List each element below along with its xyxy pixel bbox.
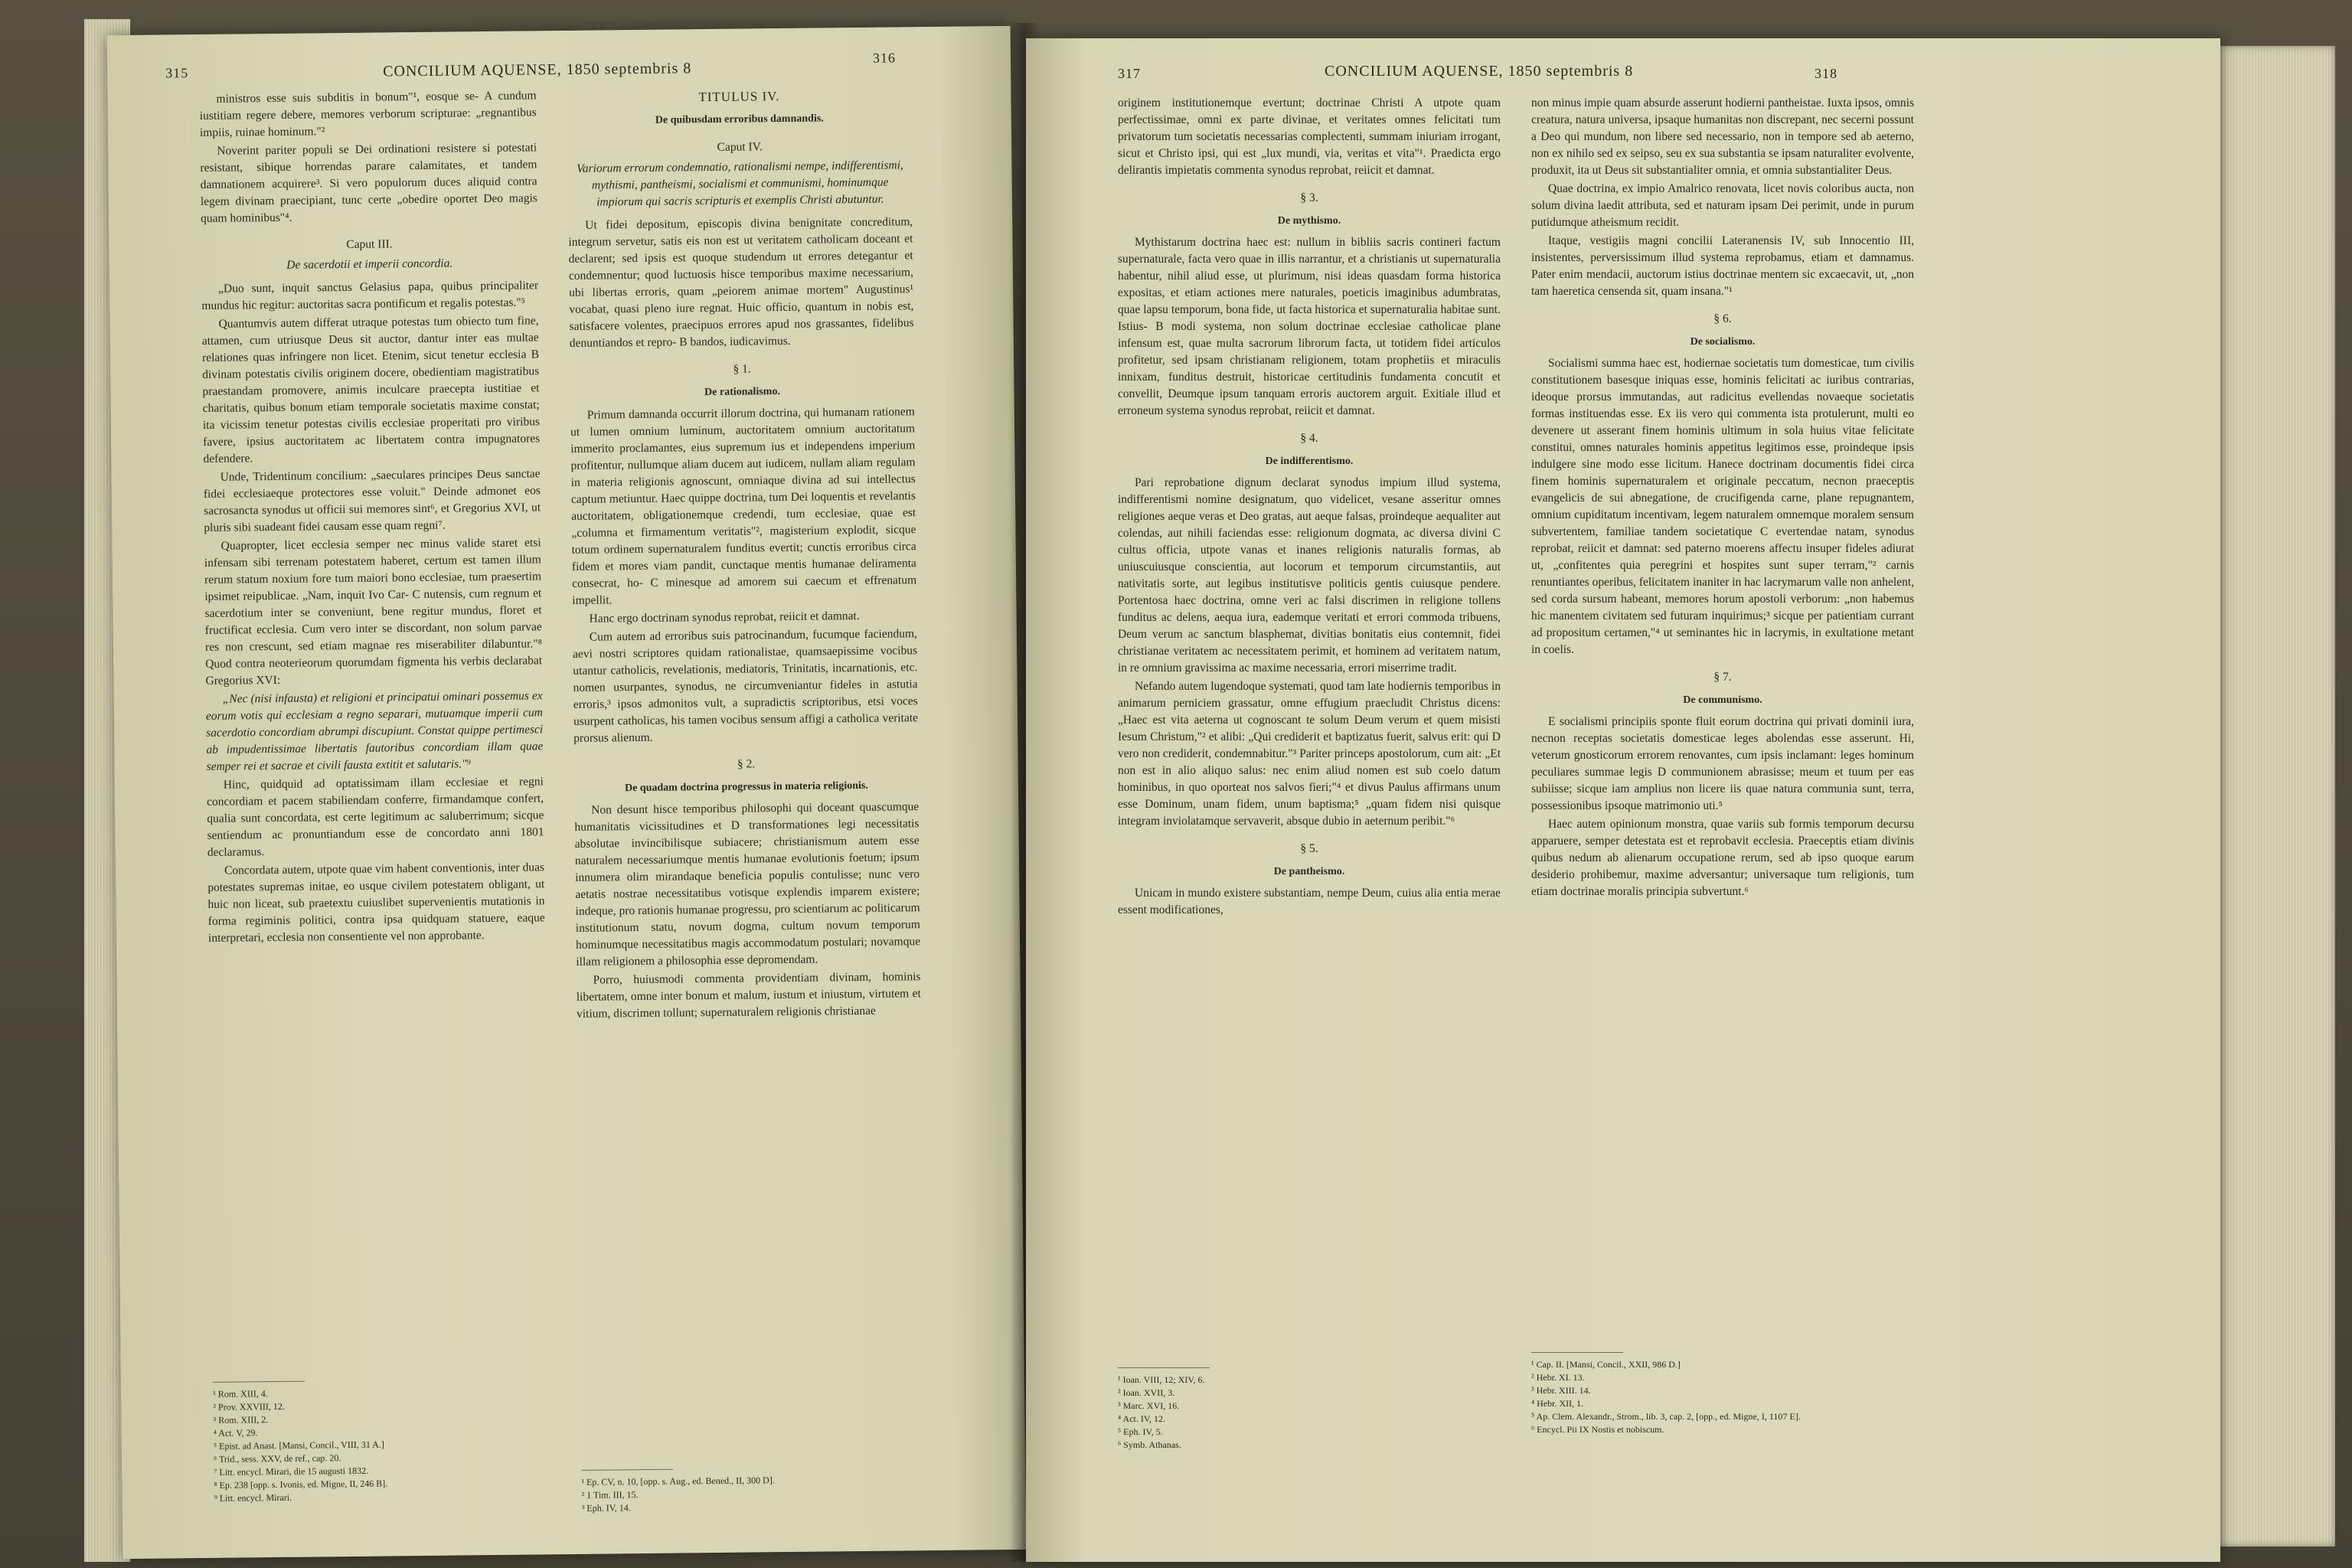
paragraph: Quae doctrina, ex impio Amalrico renovata, licet novis coloribus aucta, non solum divina laedit attributa, sed et naturam ipsam Dei perimit, unde in purum putidumque atheismum recidit. [1531,182,1914,229]
footnote: ² Ioan. XVII, 3. [1118,1387,1175,1398]
quotation: „Nec (nisi infausta) et religioni et principatui ominari possemus ex eorum votis qui ecclesiam a regno separari, mutuamque imperii cum sacerdotio concordiam abrumpi discupiunt. Constat quippe pertimesci ab impudentissimae libertatis fautoribus concordiam illam quae semper rei et sacrae et civili fausta extitit et salutaris."⁹ [205,689,544,773]
footnote: ² Prov. XXVIII, 12. [213,1400,285,1413]
section-number: § 2. [737,757,756,771]
section-number: § 3. [1300,191,1318,204]
left-page [107,26,1027,1559]
paragraph: Unicam in mundo existere substantiam, nempe Deum, cuius alia entia merae essent modificationes, [1118,887,1501,916]
footnote: ³ Hebr. XIII. 14. [1531,1385,1591,1396]
paragraph: Haec autem opinionum monstra, quae variis sub formis temporum decursu apparuere, semper detestata est et reprobavit ecclesia. Praeceptis etiam divinis quibus nedum ab alienarum occupatione rerum, sed ab ipso quoque earum desiderio prohibemur, maxime adversantur; universaque tum religionis, tum etiam doctrinae moralis principia subvertunt.⁶ [1531,818,1914,898]
left-page-number-left: 315 [165,65,189,81]
section-title: De rationalismo. [704,386,780,399]
right-page-number-right: 318 [1815,66,1838,81]
paragraph: Ut fidei depositum, episcopis divina benignitate concreditum, integrum servetur, satis eis non est ut veritatem catholicam doceant et declarent; sed ipsis est quoque studendum ut errores detegantur et condemnentur; quod luctuosis hisce temporibus maxime necessarium, ubi libertas erroris, quam „peiorem animae mortem" Augustinus¹ vocabat, quasi pleno iure regnat. Huic officio, quantum in nobis est, satisfacere volentes, praecipuos errores apud nos grassantes, fidelibus denuntiandos et repro- B bandos, iudicavimus. [568,215,914,350]
footnote-rule [1531,1352,1623,1353]
paragraph: E socialismi principiis sponte fluit eorum doctrina qui privati dominii iura, necnon receptas societatis domesticae leges abolendas esse asserunt. Hi, veterum gnosticorum errorem renovantes, cum ipsis inclamant: leges hominum peculiares summae legis D communionem abrasisse; meum et tuum per eas subiisse; sicque iam amplius non licere iis quae natura communia sunt, terra, possessionibus ipsoque matrimonio uti.⁵ [1531,715,1914,812]
section-title: De socialismo. [1690,336,1756,348]
footnote: ³ Marc. XVI, 16. [1118,1400,1180,1411]
section-number: § 7. [1713,671,1732,684]
footnote: ³ Eph. IV, 14. [581,1502,631,1514]
left-page-number-right: 316 [872,50,897,66]
section-title: De quadam doctrina progressus in materia religionis. [624,779,868,795]
left-column-2 [567,79,921,1024]
paragraph: Mythistarum doctrina haec est: nullum in bibliis sacris contineri factum supernaturale, facta vero quae in illis narrantur, et a christianis ut supernaturalia habentur, nihil aliud esse, ut plurimum, nisi ideas quasdam forma historica expositas, et etiam actiones mere naturales, poeticis imaginibus adumbratas, quae lapsu temporum, bona fide, ut facta historica et supernaturalia habitae sunt. Istius- B modi systema, non solum doctrinae ecclesiae catholicae plane infensum est, quae multa sacrorum librorum facta, ut totidem fidei articulos profitetur, sed ipsam christianam religionem, totam prophetiis et miraculis innixam, funditus destruit, historicae certitudinis fundamenta concutit et convellit, Deumque ipsum tanquam erroris auctorem arguit. Exitiale illud et erroneum systema synodus reprobat, reiicit et damnat. [1118,236,1501,417]
footnote-rule [581,1469,673,1471]
right-page-number-left: 317 [1118,66,1141,81]
footnote: ¹ Ioan. VIII, 12; XIV, 6. [1118,1374,1205,1385]
right-page [1026,38,2220,1562]
paragraph: Hanc ergo doctrinam synodus reprobat, reiicit et damnat. [589,609,860,626]
footnote: ⁴ Act. IV, 12. [1118,1413,1165,1424]
paragraph: „Duo sunt, inquit sanctus Gelasius papa, quibus principaliter mundus hic regitur: auctoritas sacra pontificum et regalis potestas."⁵ [201,279,539,312]
right-page-stack-edge [2220,46,2335,1547]
paragraph: Pari reprobatione dignum declarat synodus impium illud systema, indifferentismi nomine designatum, quo videlicet, vesane asseritur omnes religiones aeque veras et Deo gratas, aut aeque falsas, proindeque aequaliter aut colendas, aut nihili faciendas esse: religionum dogmata, ac diversa divini C cultus officia, utpote vanas et inanes religionis naturalis formas, ab uniuscuiusque conscientia, aut locorum et temporum circumstantiis, aut nativitatis sorte, aut legibus institutisve politicis gentis cuiusque pendere. Portentosa haec doctrina, omne veri ac falsi discrimen in religione tollens funditus ac delens, aequa iura, eademque veritati et errori commoda tribuens, Deum verum ac sanctum blasphemat, divitias bonitatis eius contemnit, fidei christianae veritatem ac necessitatem perimit, et hominem ad veritatem natum, in re omnium gravissima ac maxime necessaria, errori miserrime tradit. [1118,476,1501,675]
paragraph: Quapropter, licet ecclesia semper nec minus valide staret etsi infensam sibi terrenam potestatem haberet, certum est tamen illum rerum statum noxium fore tum maiori bono ecclesiae, tum praesertim ipsimet reipublicae. „Nam, inquit Ivo Car- C nutensis, cum regnum et sacerdotium inter se conveniunt, bene regitur mundus, floret et fructificat ecclesia. Cum vero inter se discordant, non solum parvae res non crescunt, sed etiam magnae res miserabiliter dilabuntur."⁸ Quod contra neoterieorum quorumdam figmenta his verbis declarabat Gregorius XVI: [204,536,543,688]
footnote: ⁴ Act. V, 29. [213,1427,258,1439]
section-title: De communismo. [1683,694,1762,706]
paragraph: Hinc, quidquid ad optatissimam illam ecclesiae et regni concordiam et pacem stabiliendam conferre, firmandamque confert, qualia sunt concordata, est certe legitimum ac saluberrimum; sicque sentiendum ac pronuntiandum esse de concordato anni 1801 declaramus. [207,775,544,859]
footnote: ⁶ Encycl. Pii IX Nostis et nobiscum. [1531,1424,1664,1435]
footnote: ⁴ Hebr. XII, 1. [1531,1398,1584,1409]
left-column-1 [199,87,545,949]
paragraph: Itaque, vestigiis magni concilii Lateranensis IV, sub Innocentio III, insistentes, perversissimum illud systema reprobamus, etiam et damnamus. Pater enim mendacii, auctorum istius doctrinae mentem sic excaecavit, ut, „non tam haeretica censenda sit, quam insana."¹ [1531,234,1914,298]
right-column-2 [1531,95,1914,902]
footnote: ⁵ Epist. ad Anast. [Mansi, Concil., VIII, 31 A.] [213,1439,384,1452]
paragraph: Nefando autem lugendoque systemati, quod tam late hodiernis temporibus in animarum perniciem grassatur, omne effugium praecludit Christus dicens: „Haec est vita aeterna ut cognoscant te solum Deum verum et quem misisti Iesum Christum,"² et alibi: „Qui crediderit et baptizatus fuerit, salvus erit: qui D vero non crediderit, condemnabitur."³ Pariter princeps apostolorum, cum ait: „Et non est in alio aliquo salus: nec enim aliud nomen est sub coelo datum hominibus, in quo oporteat nos salvos fieri;"⁴ et divus Paulus affirmans unum esse Dominum, unam fidem, unum baptisma;⁵ „quam fidem nisi quisque integram inviolatamque servaverit, absque dubio in aeternum peribit."⁶ [1118,680,1501,828]
section-title: De indifferentismo. [1265,456,1354,467]
right-page-header: CONCILIUM AQUENSE, 1850 septembris 8 [1325,63,1634,80]
caput-heading: Caput III. [346,237,393,251]
paragraph: Quantumvis autem differat utraque potestas tum obiecto tum fine, attamen, cum utriusque Deus sit auctor, dantur inter eas multae relationes quas infringere non licet. Etenim, sicut tenetur ecclesia B divinam potestatis civilis originem docere, obedientiam magistratibus praestandam promovere, animis inculcare praecepta iustitiae et charitatis, quibus bonum etiam temporale societatis maxime constat; ita vicissim tenetur potestas civilis ecclesiae properitati pro viribus favere, ipsius auctoritatem ac libertatem contra impugnatores defendere. [201,314,541,466]
footnote: ¹ Rom. XIII, 4. [213,1388,268,1400]
footnote: ³ Rom. XIII, 2. [213,1414,269,1426]
paragraph: Porro, huiusmodi commenta providentiam divinam, hominis libertatem, omne inter bonum et malum, iustum et iniustum, virtutem et vitium, discrimen tollunt; supernaturalem religionis christianae [576,970,921,1021]
footnote: ⁷ Litt. encycl. Mirari, die 15 augusti 1832. [214,1465,369,1478]
section-number: § 6. [1713,312,1732,325]
section-title: De mythismo. [1277,215,1341,227]
left-page-header: CONCILIUM AQUENSE, 1850 septembris 8 [383,60,692,80]
footnote: ¹ Cap. II. [Mansi, Concil., XXII, 986 D.] [1531,1359,1681,1370]
footnote: ¹ Ep. CV, n. 10, [opp. s. Aug., ed. Bened., II, 300 D]. [581,1475,775,1488]
footnote: ⁹ Litt. encycl. Mirari. [214,1491,292,1504]
section-number: § 1. [733,362,751,376]
right-column-1 [1118,95,1501,920]
footnote: ⁶ Trid., sess. XXV, de ref., cap. 20. [214,1452,341,1465]
paragraph: Noverint pariter populi se Dei ordinationi resistere si potestati resistant, sibique horrendas parare calamitates, et tandem damnationem acquirere³. Si vero populorum duces aliquid contra legem divinam praecipiant, tunc certe „obedire oportet Deo magis quam hominibus"⁴. [200,141,537,225]
caput-subtitle: Variorum errorum condemnatio, rationalismi nempe, indifferentismi, mythismi, pantheismi, socialismi et communismi, hominumque impiorum qui sacris scripturis et exemplis Christi abutuntur. [576,158,903,209]
footnote: ⁶ Symb. Athanas. [1118,1439,1181,1450]
footnote: ⁵ Eph. IV, 5. [1118,1426,1163,1437]
footnote: ² 1 Tim. III, 15. [581,1489,639,1501]
paragraph: Cum autem ad erroribus suis patrocinandum, fucumque faciendum, aevi nostri scriptores quidam rationalistae, quamsaepissime vocibus utantur catholicis, revelationis, mediatoris, Trinitatis, incarnationis, etc. nomen usurpantes, synodus, ne circumveniantur fideles in astutia erroris,³ ipsos admonitos vult, a supradictis scriptoribus, etsi voces usurpent catholicas, his tamen vocibus sensum affigi a catholica veritate prorsus alienum. [573,627,919,745]
caput-subtitle: De sacerdotii et imperii concordia. [286,256,453,272]
right-column-1-footnotes [1118,1374,1501,1452]
paragraph: non minus impie quam absurde asserunt hodierni pantheistae. Iuxta ipsos, omnis creatura, natura universa, ipsaque humanitas non discrepant, nec secerni possunt a Deo qui mundum, non libere sed necessario, non in tempore sed ab aeterno, non ex nihilo sed ex seipso, seu ex sua substantia se ipsam naturaliter evolvente, produxit, ita ut Deus sit substantialiter omnia, et omnia substantialiter Deus. [1531,96,1914,177]
section-number: § 4. [1300,432,1318,445]
section-title: De pantheismo. [1273,866,1345,877]
right-column-2-footnotes [1531,1358,1914,1436]
footnote-rule [213,1381,305,1383]
paragraph: Socialismi summa haec est, hodiernae societatis tum domesticae, tum civilis constitutionem basesque iniquas esse, hominis felicitati ac iuribus contrarias, ideoque prorsus immutandas, aut radicitus evellendas novaeque societatis formas instituendas esse. Ex iis vero qui commenta ista protulerunt, multi eo devenere ut asserant finem hominis ultimum in sola huius vitae felicitate constitui, omnes naturales hominis appetitus legitimos esse, proindeque ipsis indulgere sine modo esse licitum. Hanece doctrinam documentis fidei circa finem hominis supernaturalem et originale peccatum, necnon praeceptis evangelicis de sui abnegatione, de crucifigenda carne, plane repugnantem, omnium cupiditatum incentivam, legem naturalem omnemque moralem sensum subvertentem, familiae tandem societatique C evertendae natam, synodus reprobat, reiicit et damnat: sed paterno moerens affectu insuper fideles adiurat ut, „confitentes quia peregrini et hospites sunt super terram,"² carnis renuntiantes operibus, felicitatem inaniter in hac lacrymarum valle non anhelent, sed corda sursum habeant, memores horum apostoli verborum: „non habemus hic manentem civitatem sed futuram inquirimus;³ sicque per patientiam currant ad propositum certamen,"⁴ ut seminantes hic in lacrymis, in exultatione metant in coelis. [1531,357,1914,656]
footnote: ⁸ Ep. 238 [opp. s. Ivonis, ed. Migne, II, 246 B]. [214,1478,388,1491]
caput-heading: Caput IV. [717,140,763,154]
paragraph: Non desunt hisce temporibus philosophi qui doceant quascumque humanitatis vicissitudines et D transformationes legi necessitatis absolutae invincibilisque subiacere; christianismum autem esse naturalem necessariumque mentis humanae evolutionis foetum; ipsum innumera olim mirandaque beneficia populis contulisse; nunc vero aetatis nostrae necessitatibus votisque explendis imparem existere; indeque, pro rationis humanae progressu, pro scientiarum ac politicarum institutionum statu, novum dogma, cultum novum temporum hominumque necessitatibus magis accommodatum postulari; novamque illam religionem a philosophia esse depromendam. [574,800,921,969]
titulus-heading: TITULUS IV. [698,89,780,105]
paragraph: Primum damnanda occurrit illorum doctrina, qui humanam rationem ut lumen omnium luminum, auctoritatem omnium auctoritatum immerito proclamantes, eius supremum ius et independens imperium profitentur, nullumque aliam ducem aut iudicem, nullam aliam regulam in materia religionis agnoscunt, omniaque divina ad sui intellectus captum metiuntur. Haec quippe doctrina, tum Dei loquentis et revelantis auctoritatem, obligationemque credendi, tum ecclesiae, quae est „columna et firmamentum veritatis"², magisterium explodit, sicque totum ordinem supernaturalem funditus evertit; cunctis erroribus circa fidem et mores viam pandit, cunctaque mentis humanae deliramenta consecrat, ho- C minesque ad amorem sui caecum et effrenatum impellit. [570,405,917,607]
section-number: § 5. [1300,842,1318,855]
footnote: ⁵ Ap. Clem. Alexandr., Strom., lib. 3, cap. 2, [opp., ed. Migne, I, 1107 E]. [1531,1411,1801,1422]
footnote: ² Hebr. XI. 13. [1531,1372,1585,1383]
footnote-rule [1118,1367,1210,1368]
left-column-2-footnotes [581,1472,926,1515]
paragraph: originem institutionemque evertunt; doctrinae Christi A utpote quam perfectissimae, omni ex parte divinae, et veritates omnes felicitati tum privatorum tum societatis necessarias complectenti, summam iniuriam irrogant, sicut et Christo ipsi, qui est „lux mundi, via, veritas et vita"¹. Praedicta ergo delirantis impietatis commenta synodus reprobat, reiicit et damnat. [1118,96,1501,177]
left-column-1-footnotes [213,1384,551,1505]
titulus-subtitle: De quibusdam erroribus damnandis. [655,113,824,126]
paragraph: Concordata autem, utpote quae vim habent conventionis, inter duas potestates supremas initae, eo usque civilem potestatem obligant, ut huic non liceat, sub praetextu cuiuslibet supervenientis mutationis in forma regiminis politici, contra ipsa quidquam statuere, eaque interpretari, ecclesia non consentiente vel non approbante. [207,861,545,945]
paragraph: ministros esse suis subditis in bonum"¹, eosque se- A cundum iustitiam regere debere, memores verborum scripturae: „regnantibus impiis, ruinae hominum."² [199,89,537,139]
paragraph: Unde, Tridentinum concilium: „saeculares principes Deus sanctae fidei ecclesiaeque protectores esse voluit." Deinde admonet eos sacrosancta synodus ut officii sui memores sint⁶, et Gregorius XVI, ut pluris sibi suadeant fidei causam esse quam regni⁷. [203,467,541,534]
